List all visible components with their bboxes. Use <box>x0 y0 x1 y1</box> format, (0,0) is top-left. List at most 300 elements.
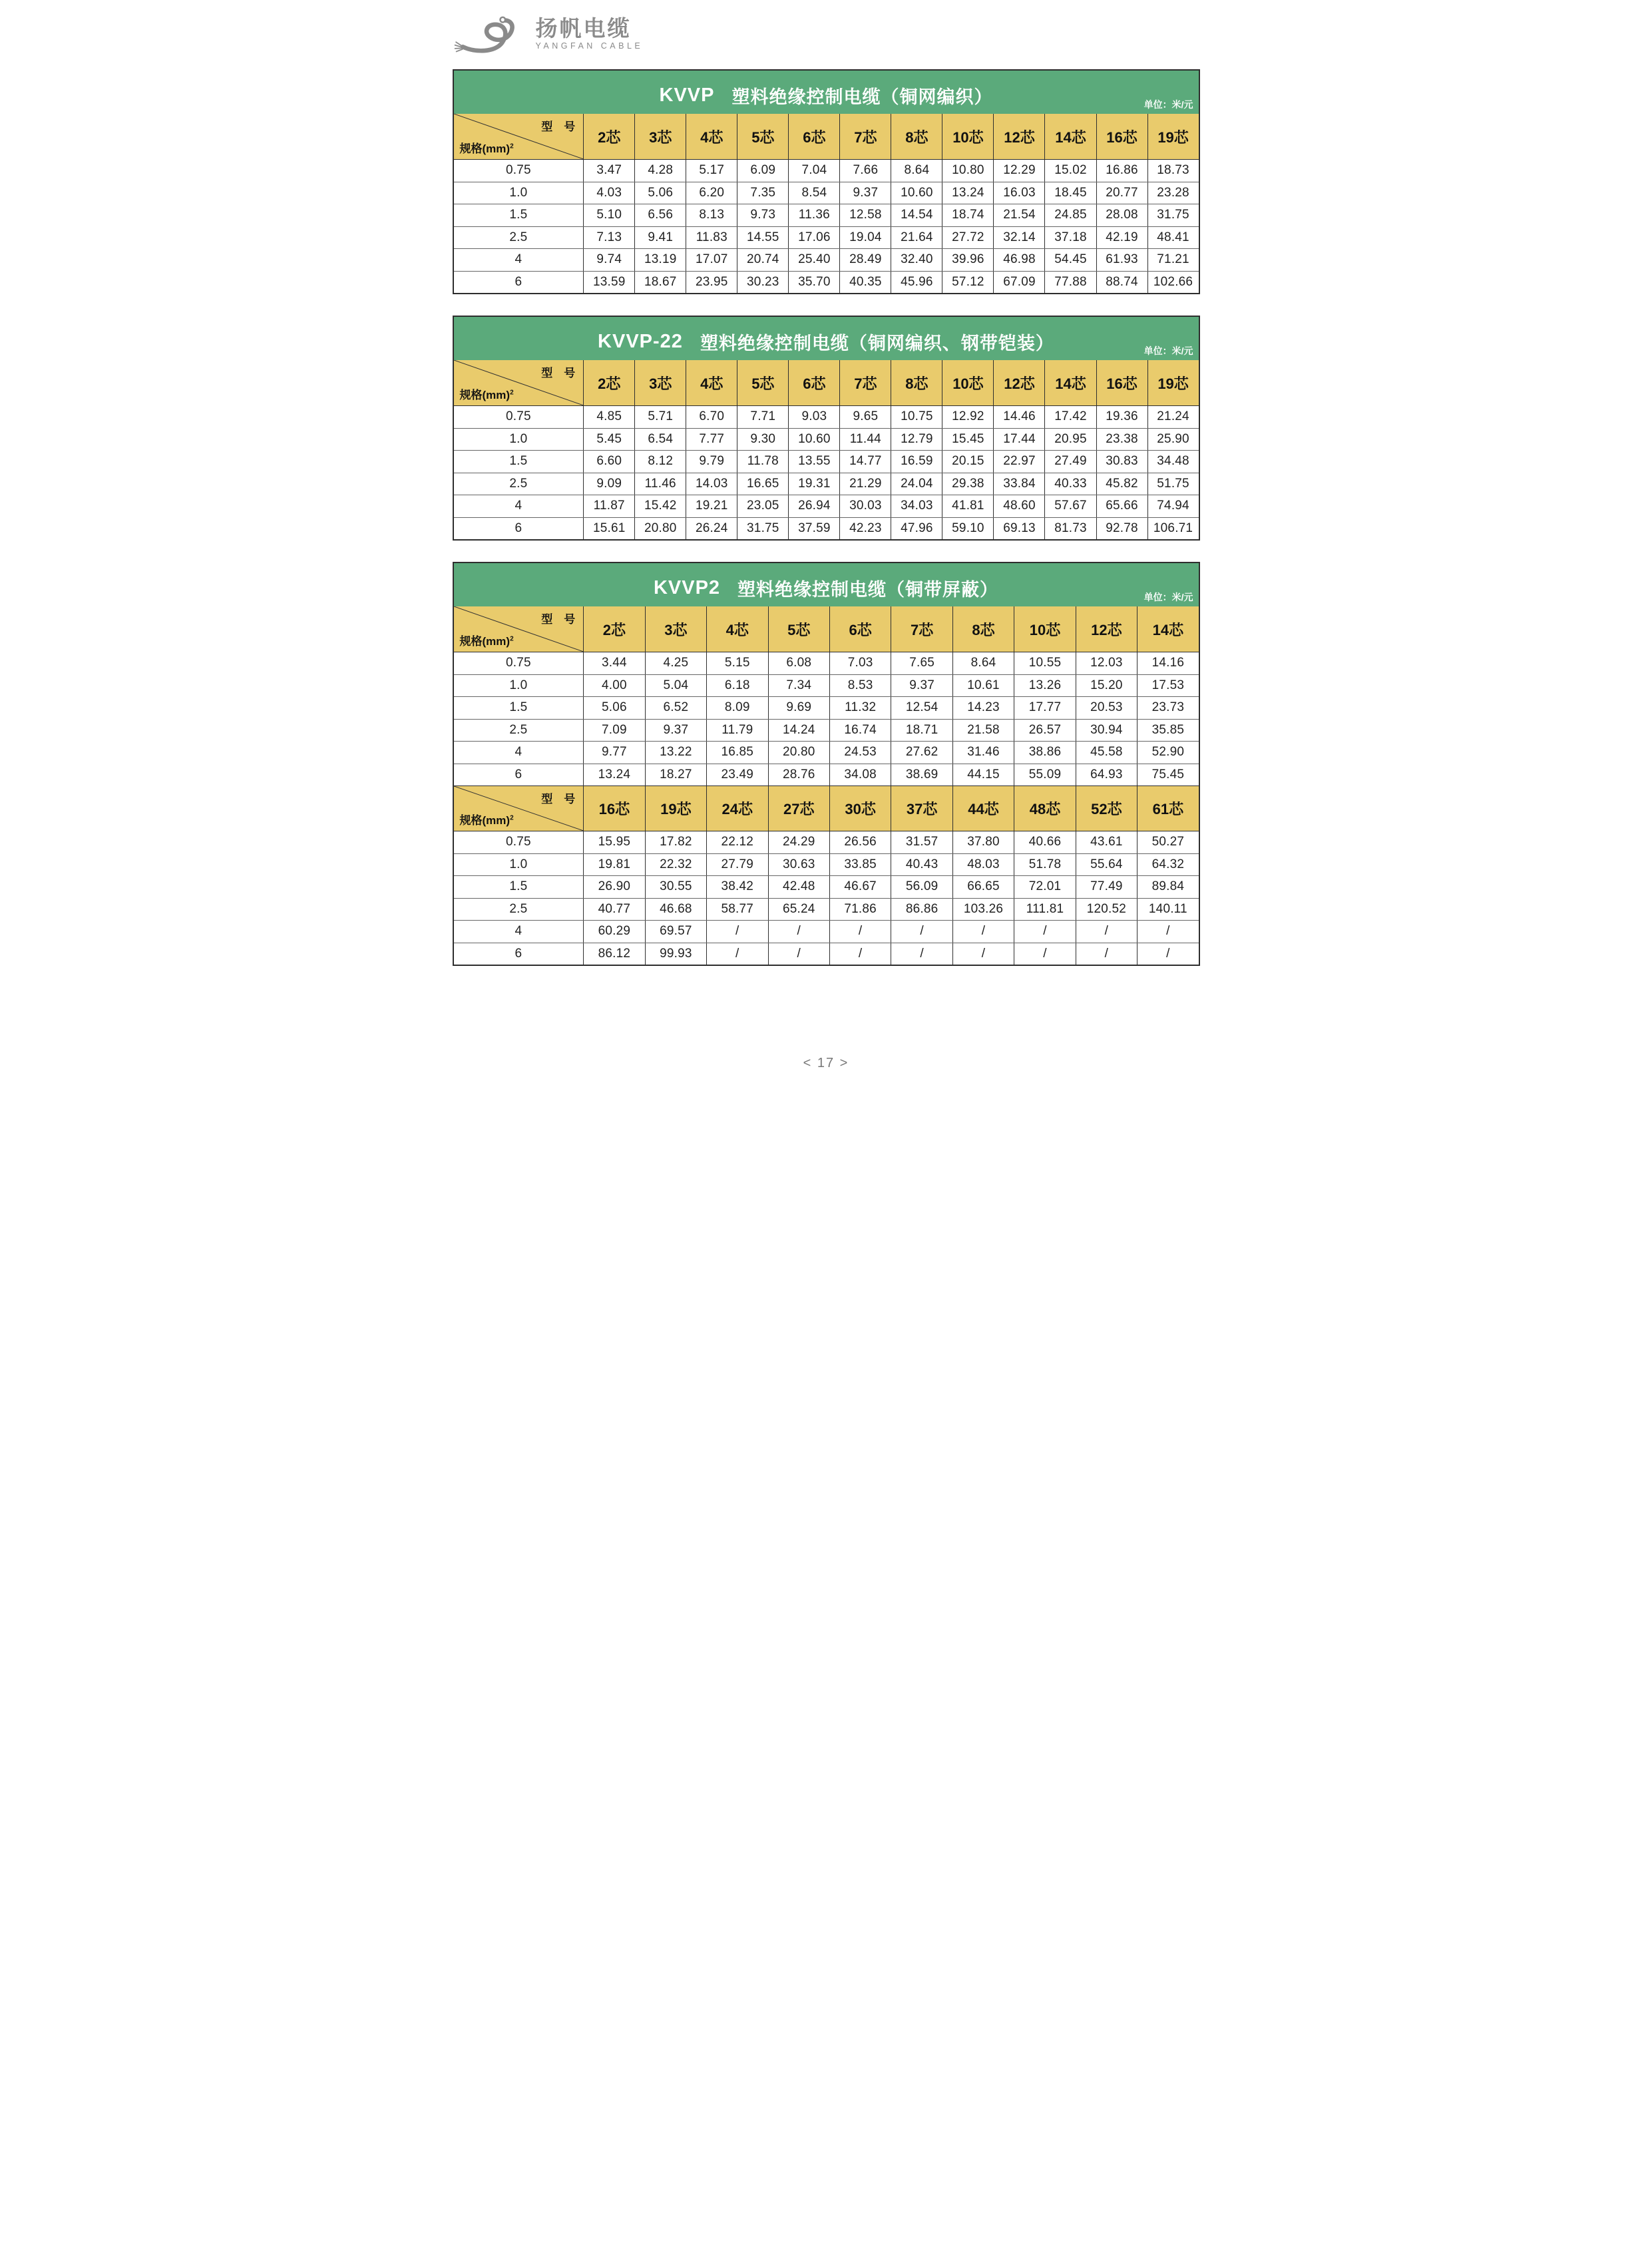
column-header: 6芯 <box>788 360 839 405</box>
price-cell: 51.78 <box>1014 854 1075 876</box>
price-cell: 24.85 <box>1044 204 1096 226</box>
price-cell: 52.90 <box>1137 742 1198 764</box>
price-cell: 42.23 <box>839 518 891 540</box>
price-cell: 89.84 <box>1137 876 1198 898</box>
price-cell: / <box>1076 921 1137 943</box>
price-cell: 75.45 <box>1137 764 1198 786</box>
price-cell: 20.80 <box>634 518 686 540</box>
price-cell: 4.28 <box>634 160 686 182</box>
price-cell: 4.85 <box>583 406 634 428</box>
spec-cell: 0.75 <box>505 656 531 670</box>
price-cell: 58.77 <box>706 899 767 921</box>
price-table-kvvp2 <box>453 562 1200 966</box>
table-row <box>454 853 1199 876</box>
price-cell: 71.86 <box>829 899 891 921</box>
table-grid <box>454 360 1199 539</box>
price-cell: 13.24 <box>942 182 993 204</box>
price-cell: 6.08 <box>768 652 829 674</box>
table-row <box>454 159 1199 182</box>
brand-name-cn: 扬帆电缆 <box>535 15 632 41</box>
table-row <box>454 517 1199 540</box>
price-cell: 12.79 <box>891 429 942 451</box>
price-cell: 9.37 <box>645 720 706 742</box>
price-cell: 23.28 <box>1147 182 1199 204</box>
price-cell: 10.80 <box>942 160 993 182</box>
price-cell: 15.20 <box>1076 675 1137 697</box>
price-cell: 18.67 <box>634 272 686 294</box>
price-cell: 13.24 <box>583 764 644 786</box>
price-cell: 4.25 <box>645 652 706 674</box>
price-cell: 20.80 <box>768 742 829 764</box>
unit-label: 单位：米/元 <box>1143 592 1193 602</box>
table-row <box>454 764 1199 786</box>
column-header: 6芯 <box>829 606 891 652</box>
table-header-row <box>454 785 1199 831</box>
spec-cell: 1.5 <box>509 208 528 222</box>
price-cell: 18.71 <box>891 720 952 742</box>
table-title: 塑料绝缘控制电缆（铜网编织） <box>731 87 993 107</box>
price-cell: / <box>768 921 829 943</box>
price-cell: 55.64 <box>1076 854 1137 876</box>
price-cell: 27.72 <box>942 227 993 249</box>
price-cell: 35.85 <box>1137 720 1198 742</box>
column-header: 3芯 <box>634 114 686 159</box>
table-header-row <box>454 114 1199 159</box>
price-cell: 77.88 <box>1044 272 1096 294</box>
price-cell: 10.60 <box>788 429 839 451</box>
price-cell: 16.65 <box>737 473 788 495</box>
table-row <box>454 182 1199 204</box>
price-cell: 92.78 <box>1096 518 1147 540</box>
price-cell: 59.10 <box>942 518 993 540</box>
price-cell: 9.37 <box>839 182 891 204</box>
column-header: 12芯 <box>1076 606 1137 652</box>
price-cell: 64.93 <box>1076 764 1137 786</box>
corner-label-spec: 规格(mm)$^2$ <box>459 389 514 401</box>
column-header: 14芯 <box>1044 360 1096 405</box>
price-cell: / <box>891 943 952 965</box>
price-cell: 48.60 <box>993 495 1044 517</box>
price-cell: 38.42 <box>706 876 767 898</box>
price-cell: 8.09 <box>706 697 767 719</box>
price-cell: 65.24 <box>768 899 829 921</box>
price-cell: 7.35 <box>737 182 788 204</box>
price-cell: / <box>706 921 767 943</box>
table-title-bar <box>454 71 1199 114</box>
price-cell: 17.42 <box>1044 406 1096 428</box>
price-cell: 26.94 <box>788 495 839 517</box>
column-header: 8芯 <box>952 606 1014 652</box>
price-cell: 12.92 <box>942 406 993 428</box>
price-cell: 7.65 <box>891 652 952 674</box>
column-header: 14芯 <box>1044 114 1096 159</box>
column-header: 5芯 <box>737 360 788 405</box>
price-cell: 19.31 <box>788 473 839 495</box>
table-row <box>454 405 1199 428</box>
table-row <box>454 450 1199 473</box>
price-cell: 9.41 <box>634 227 686 249</box>
price-cell: 9.69 <box>768 697 829 719</box>
price-cell: 48.41 <box>1147 227 1199 249</box>
price-cell: 140.11 <box>1137 899 1198 921</box>
price-cell: 6.20 <box>686 182 737 204</box>
price-cell: 51.75 <box>1147 473 1199 495</box>
table-row <box>454 898 1199 921</box>
price-cell: 111.81 <box>1014 899 1075 921</box>
table-row <box>454 943 1199 965</box>
spec-cell: 6 <box>515 274 522 289</box>
column-header: 4芯 <box>706 606 767 652</box>
price-cell: 34.08 <box>829 764 891 786</box>
spec-cell: 2.5 <box>509 476 528 491</box>
price-cell: 12.03 <box>1076 652 1137 674</box>
price-cell: 9.37 <box>891 675 952 697</box>
price-cell: 72.01 <box>1014 876 1075 898</box>
price-cell: 45.58 <box>1076 742 1137 764</box>
column-header: 2芯 <box>583 606 644 652</box>
price-cell: 23.95 <box>686 272 737 294</box>
table-row <box>454 719 1199 742</box>
table-row <box>454 875 1199 898</box>
price-cell: 67.09 <box>993 272 1044 294</box>
price-cell: 41.81 <box>942 495 993 517</box>
price-cell: 27.49 <box>1044 451 1096 473</box>
column-header: 10芯 <box>1014 606 1075 652</box>
price-cell: 37.18 <box>1044 227 1096 249</box>
price-cell: 8.13 <box>686 204 737 226</box>
price-cell: 16.03 <box>993 182 1044 204</box>
column-header: 19芯 <box>1147 114 1199 159</box>
spec-cell: 1.5 <box>509 700 528 715</box>
page-number: < 17 > <box>803 1056 849 1070</box>
corner-label-spec: 规格(mm)$^2$ <box>459 635 514 648</box>
price-cell: 6.52 <box>645 697 706 719</box>
table-header-row <box>454 360 1199 405</box>
price-cell: 23.49 <box>706 764 767 786</box>
spec-cell: 4 <box>515 924 522 939</box>
price-cell: 8.64 <box>952 652 1014 674</box>
price-cell: 56.09 <box>891 876 952 898</box>
price-cell: 30.03 <box>839 495 891 517</box>
column-header: 10芯 <box>942 360 993 405</box>
table-row <box>454 473 1199 495</box>
price-cell: 34.48 <box>1147 451 1199 473</box>
price-cell: 38.69 <box>891 764 952 786</box>
column-header: 8芯 <box>891 114 942 159</box>
price-cell: 11.46 <box>634 473 686 495</box>
price-cell: 22.32 <box>645 854 706 876</box>
table-model: KVVP-22 <box>598 331 683 352</box>
price-cell: 40.77 <box>583 899 644 921</box>
price-cell: 23.05 <box>737 495 788 517</box>
price-cell: 21.64 <box>891 227 942 249</box>
corner-cell <box>454 114 584 159</box>
price-cell: 13.26 <box>1014 675 1075 697</box>
corner-cell <box>454 606 584 652</box>
price-cell: 14.23 <box>952 697 1014 719</box>
unit-label: 单位：米/元 <box>1143 345 1193 356</box>
spec-cell: 1.0 <box>509 431 528 446</box>
price-cell: 54.45 <box>1044 249 1096 271</box>
price-cell: 26.90 <box>583 876 644 898</box>
price-cell: 88.74 <box>1096 272 1147 294</box>
price-cell: 60.29 <box>583 921 644 943</box>
price-cell: 15.45 <box>942 429 993 451</box>
corner-label-spec: 规格(mm)$^2$ <box>459 142 514 155</box>
price-cell: 8.53 <box>829 675 891 697</box>
price-cell: 7.34 <box>768 675 829 697</box>
price-cell: / <box>706 943 767 965</box>
price-cell: 17.53 <box>1137 675 1198 697</box>
price-cell: 50.27 <box>1137 831 1198 853</box>
spec-cell: 4 <box>515 252 522 267</box>
price-cell: 14.54 <box>891 204 942 226</box>
table-row <box>454 831 1199 853</box>
price-cell: 26.24 <box>686 518 737 540</box>
price-cell: / <box>1014 921 1075 943</box>
price-cell: 13.19 <box>634 249 686 271</box>
price-cell: 6.09 <box>737 160 788 182</box>
spec-cell: 2.5 <box>509 230 528 244</box>
price-cell: 40.33 <box>1044 473 1096 495</box>
price-cell: 10.55 <box>1014 652 1075 674</box>
price-cell: 29.38 <box>942 473 993 495</box>
price-cell: 11.83 <box>686 227 737 249</box>
price-cell: 9.74 <box>583 249 634 271</box>
price-cell: 15.61 <box>583 518 634 540</box>
column-header: 6芯 <box>788 114 839 159</box>
price-cell: / <box>1076 943 1137 965</box>
price-cell: 7.09 <box>583 720 644 742</box>
price-cell: 24.53 <box>829 742 891 764</box>
price-cell: 69.57 <box>645 921 706 943</box>
price-cell: 28.76 <box>768 764 829 786</box>
column-header: 19芯 <box>1147 360 1199 405</box>
price-cell: 35.70 <box>788 272 839 294</box>
price-cell: 34.03 <box>891 495 942 517</box>
price-cell: 14.24 <box>768 720 829 742</box>
price-cell: 32.14 <box>993 227 1044 249</box>
price-cell: 19.04 <box>839 227 891 249</box>
column-header: 14芯 <box>1137 606 1198 652</box>
corner-label-model: 型 号 <box>541 367 576 379</box>
corner-cell <box>454 786 584 831</box>
spec-cell: 1.5 <box>509 879 528 894</box>
table-row <box>454 271 1199 294</box>
price-cell: 14.46 <box>993 406 1044 428</box>
price-cell: 30.55 <box>645 876 706 898</box>
column-header: 30芯 <box>829 786 891 831</box>
price-cell: 57.67 <box>1044 495 1096 517</box>
price-cell: 16.86 <box>1096 160 1147 182</box>
table-row <box>454 204 1199 226</box>
column-header: 37芯 <box>891 786 952 831</box>
price-cell: 45.82 <box>1096 473 1147 495</box>
column-header: 5芯 <box>768 606 829 652</box>
spec-cell: 0.75 <box>505 409 531 424</box>
price-cell: 20.74 <box>737 249 788 271</box>
corner-cell <box>454 360 584 405</box>
price-cell: 10.60 <box>891 182 942 204</box>
column-header: 44芯 <box>952 786 1014 831</box>
price-cell: 40.66 <box>1014 831 1075 853</box>
price-cell: 28.49 <box>839 249 891 271</box>
price-cell: 15.42 <box>634 495 686 517</box>
corner-label-model: 型 号 <box>541 793 576 805</box>
price-table-kvvp-22 <box>453 316 1200 541</box>
cable-swirl-icon <box>451 9 532 59</box>
column-header: 7芯 <box>839 114 891 159</box>
price-cell: / <box>1014 943 1075 965</box>
price-cell: 6.18 <box>706 675 767 697</box>
corner-label-model: 型 号 <box>541 120 576 133</box>
column-header: 16芯 <box>1096 360 1147 405</box>
table-grid <box>454 606 1199 965</box>
price-cell: 30.23 <box>737 272 788 294</box>
spec-cell: 1.0 <box>509 185 528 200</box>
price-cell: 42.48 <box>768 876 829 898</box>
price-cell: 26.57 <box>1014 720 1075 742</box>
spec-cell: 2.5 <box>509 722 528 737</box>
column-header: 27芯 <box>768 786 829 831</box>
spec-cell: 1.5 <box>509 454 528 469</box>
spec-cell: 6 <box>515 767 522 782</box>
tables-container <box>413 0 1239 966</box>
price-cell: 102.66 <box>1147 272 1199 294</box>
price-cell: 16.74 <box>829 720 891 742</box>
price-cell: 21.54 <box>993 204 1044 226</box>
spec-cell: 0.75 <box>505 163 531 178</box>
column-header: 3芯 <box>634 360 686 405</box>
price-cell: 18.74 <box>942 204 993 226</box>
price-cell: 103.26 <box>952 899 1014 921</box>
price-cell: 28.08 <box>1096 204 1147 226</box>
price-cell: 24.29 <box>768 831 829 853</box>
price-cell: 18.45 <box>1044 182 1096 204</box>
price-cell: 46.68 <box>645 899 706 921</box>
price-cell: 16.85 <box>706 742 767 764</box>
price-cell: 9.65 <box>839 406 891 428</box>
column-header: 16芯 <box>583 786 644 831</box>
table-title: 塑料绝缘控制电缆（铜带屏蔽） <box>737 580 999 600</box>
price-cell: 27.62 <box>891 742 952 764</box>
table-row <box>454 226 1199 249</box>
price-cell: 99.93 <box>645 943 706 965</box>
price-cell: 40.35 <box>839 272 891 294</box>
price-cell: 47.96 <box>891 518 942 540</box>
price-cell: 17.06 <box>788 227 839 249</box>
price-cell: 23.38 <box>1096 429 1147 451</box>
price-cell: 33.85 <box>829 854 891 876</box>
price-cell: 12.58 <box>839 204 891 226</box>
price-cell: 9.77 <box>583 742 644 764</box>
corner-label-model: 型 号 <box>541 613 576 626</box>
unit-label: 单位：米/元 <box>1143 99 1193 110</box>
price-cell: 30.63 <box>768 854 829 876</box>
spec-cell: 6 <box>515 521 522 535</box>
price-cell: 38.86 <box>1014 742 1075 764</box>
column-header: 16芯 <box>1096 114 1147 159</box>
price-cell: 55.09 <box>1014 764 1075 786</box>
price-cell: 42.19 <box>1096 227 1147 249</box>
price-cell: 6.70 <box>686 406 737 428</box>
price-cell: / <box>829 943 891 965</box>
price-cell: 7.77 <box>686 429 737 451</box>
price-cell: 13.55 <box>788 451 839 473</box>
spec-cell: 0.75 <box>505 835 531 849</box>
price-cell: 71.21 <box>1147 249 1199 271</box>
column-header: 2芯 <box>583 360 634 405</box>
price-cell: 7.04 <box>788 160 839 182</box>
table-title-line <box>454 317 1199 360</box>
price-cell: 22.97 <box>993 451 1044 473</box>
spec-cell: 1.0 <box>509 857 528 871</box>
price-cell: 6.54 <box>634 429 686 451</box>
price-cell: 31.57 <box>891 831 952 853</box>
price-cell: 25.40 <box>788 249 839 271</box>
spec-cell: 2.5 <box>509 901 528 916</box>
price-cell: 30.94 <box>1076 720 1137 742</box>
price-cell: 44.15 <box>952 764 1014 786</box>
price-cell: 10.75 <box>891 406 942 428</box>
column-header: 2芯 <box>583 114 634 159</box>
table-row <box>454 674 1199 697</box>
price-cell: 5.71 <box>634 406 686 428</box>
price-cell: 6.60 <box>583 451 634 473</box>
price-cell: 64.32 <box>1137 854 1198 876</box>
column-header: 12芯 <box>993 114 1044 159</box>
price-cell: 86.12 <box>583 943 644 965</box>
price-cell: 12.29 <box>993 160 1044 182</box>
price-cell: 20.77 <box>1096 182 1147 204</box>
price-cell: 10.61 <box>952 675 1014 697</box>
price-cell: 9.79 <box>686 451 737 473</box>
price-cell: 13.59 <box>583 272 634 294</box>
spec-cell: 4 <box>515 499 522 513</box>
price-cell: 31.75 <box>737 518 788 540</box>
price-cell: 21.24 <box>1147 406 1199 428</box>
price-cell: 17.77 <box>1014 697 1075 719</box>
spec-cell: 1.0 <box>509 678 528 692</box>
price-cell: 5.04 <box>645 675 706 697</box>
price-cell: 21.29 <box>839 473 891 495</box>
price-cell: 16.59 <box>891 451 942 473</box>
price-cell: 31.46 <box>952 742 1014 764</box>
column-header: 4芯 <box>686 114 737 159</box>
price-cell: / <box>768 943 829 965</box>
column-header: 8芯 <box>891 360 942 405</box>
price-cell: 21.58 <box>952 720 1014 742</box>
price-cell: 5.06 <box>634 182 686 204</box>
price-cell: 20.95 <box>1044 429 1096 451</box>
price-cell: 11.44 <box>839 429 891 451</box>
price-cell: 14.55 <box>737 227 788 249</box>
price-cell: 40.43 <box>891 854 952 876</box>
price-cell: 46.98 <box>993 249 1044 271</box>
brand-name-en: YANGFAN CABLE <box>535 41 644 51</box>
price-cell: 77.49 <box>1076 876 1137 898</box>
price-cell: 37.80 <box>952 831 1014 853</box>
price-cell: 17.82 <box>645 831 706 853</box>
price-cell: 65.66 <box>1096 495 1147 517</box>
column-header: 5芯 <box>737 114 788 159</box>
price-cell: 8.64 <box>891 160 942 182</box>
table-title-bar <box>454 563 1199 606</box>
price-cell: 37.59 <box>788 518 839 540</box>
column-header: 19芯 <box>645 786 706 831</box>
price-cell: 18.73 <box>1147 160 1199 182</box>
price-cell: 12.54 <box>891 697 952 719</box>
